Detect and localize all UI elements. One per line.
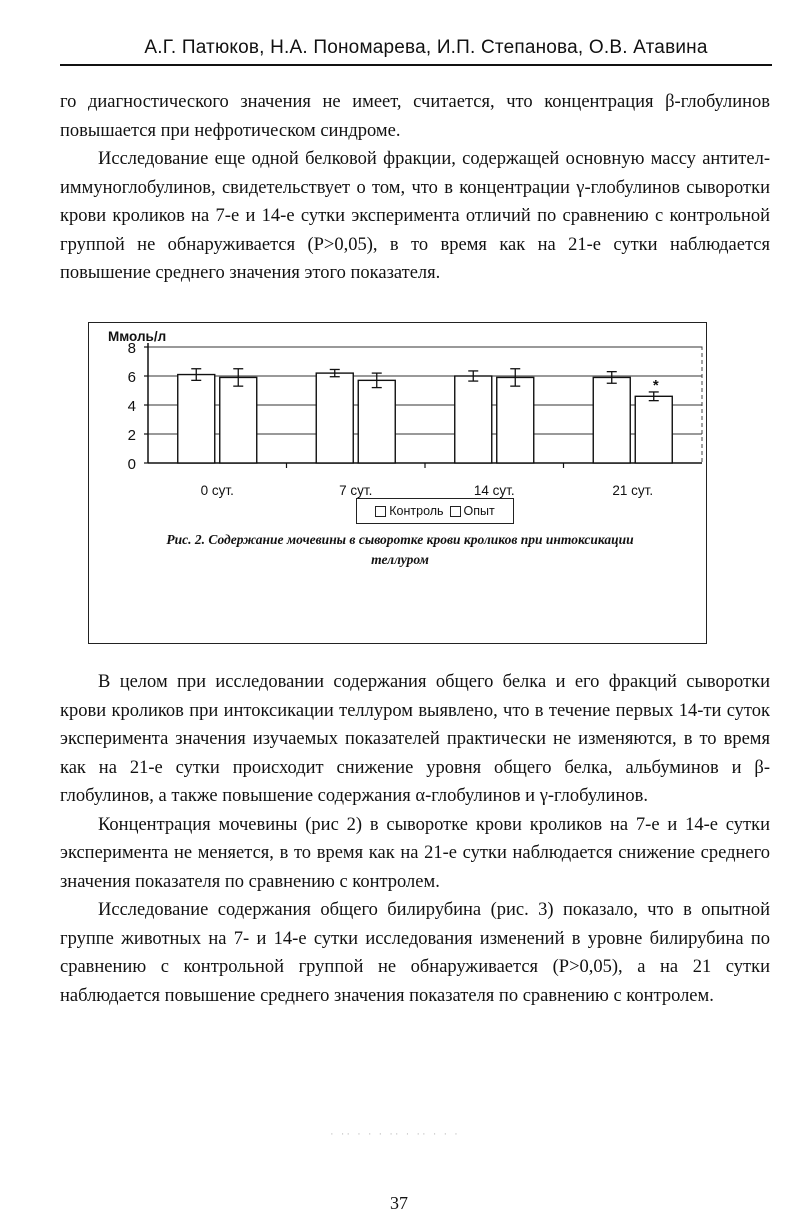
paragraph-5: Исследование содержания общего билирубина (рис. 3) показало, что в опытной группе животных на 7- и 14-е сутки исследования изменений в уровне билирубина по сравнению с контрольной группой не обнаруживается (Р>0,05), а на 21 сутки наблюдается повышение среднего значения показателя по сравнению с контролем. xyxy=(60,900,770,1006)
paragraph-4: Концентрация мочевины (рис 2) в сыворотке крови кроликов на 7-е и 14-е сутки эксперимента не меняется, в то время как на 21-е сутки наблюдается снижение среднего значения показателя по сравнению с контролем. xyxy=(60,814,770,892)
bar-control-1 xyxy=(316,373,353,463)
bar-experiment-3 xyxy=(635,396,672,463)
significance-marker: * xyxy=(652,376,659,394)
bar-experiment-2 xyxy=(497,377,534,463)
legend-item-experiment xyxy=(450,504,495,518)
bar-control-2 xyxy=(455,376,492,463)
y-tick-label-2: 4 xyxy=(127,398,136,415)
bar-experiment-0 xyxy=(220,377,257,463)
scan-noise: · ·· · · · ·· · ·· · · · xyxy=(330,1128,460,1140)
legend-swatch-control xyxy=(375,506,386,517)
bar-control-3 xyxy=(593,377,630,463)
y-axis-label: Ммоль/л xyxy=(108,329,167,344)
paragraph-2: Исследование еще одной белковой фракции, содержащей основную массу антител-иммуноглобулинов, свидетельствует о том, что в концентрации γ-глобулинов сыворотки крови кроликов на 7-е и 14-е сутки эксперимента отличий по сравнению с контрольной группой не обнаруживается (Р>0,05), в то время как на 21-е сутки наблюдается повышение среднего значения этого показателя. xyxy=(60,149,770,283)
paragraph-3-block xyxy=(60,668,770,1010)
x-tick-label-2: 14 сут. xyxy=(473,483,515,498)
bar-experiment-1 xyxy=(358,380,395,463)
paragraph-1: го диагностического значения не имеет, считается, что концентрация β-глобулинов повышается при нефротическом синдроме. xyxy=(60,92,770,141)
legend-swatch-experiment xyxy=(450,506,461,517)
chart-legend xyxy=(356,498,514,524)
bar-control-0 xyxy=(178,375,215,463)
x-tick-label-0: 0 сут. xyxy=(200,483,234,498)
y-tick-label-1: 2 xyxy=(127,427,136,444)
y-tick-label-3: 6 xyxy=(127,369,136,386)
x-tick-label-1: 7 сут. xyxy=(339,483,373,498)
legend-label-control: Контроль xyxy=(389,504,444,518)
page-number: 37 xyxy=(390,1193,408,1213)
running-header: А.Г. Патюков, Н.А. Пономарева, И.П. Степанова, О.В. Атавина xyxy=(144,37,708,58)
paragraph-3: В целом при исследовании содержания общего белка и его фракций сыворотки крови кроликов при интоксикации теллуром выявлено, что в течение первых 14-ти суток эксперимента значения изучаемых показателей практически не изменяются, в то время как на 21-е сутки происходит снижение уровня общего белка, альбуминов и β-глобулинов, а также повышение содержания α-глобулинов и γ-глобулинов. xyxy=(60,672,770,806)
figure-caption: Рис. 2. Содержание мочевины в сыворотке крови кроликов при интоксикации теллуром xyxy=(166,532,634,567)
legend-label-experiment: Опыт xyxy=(463,504,495,518)
y-tick-label-4: 8 xyxy=(127,340,136,357)
legend-item-control xyxy=(375,504,443,518)
y-tick-label-0: 0 xyxy=(127,456,136,473)
x-tick-label-3: 21 сут. xyxy=(612,483,654,498)
